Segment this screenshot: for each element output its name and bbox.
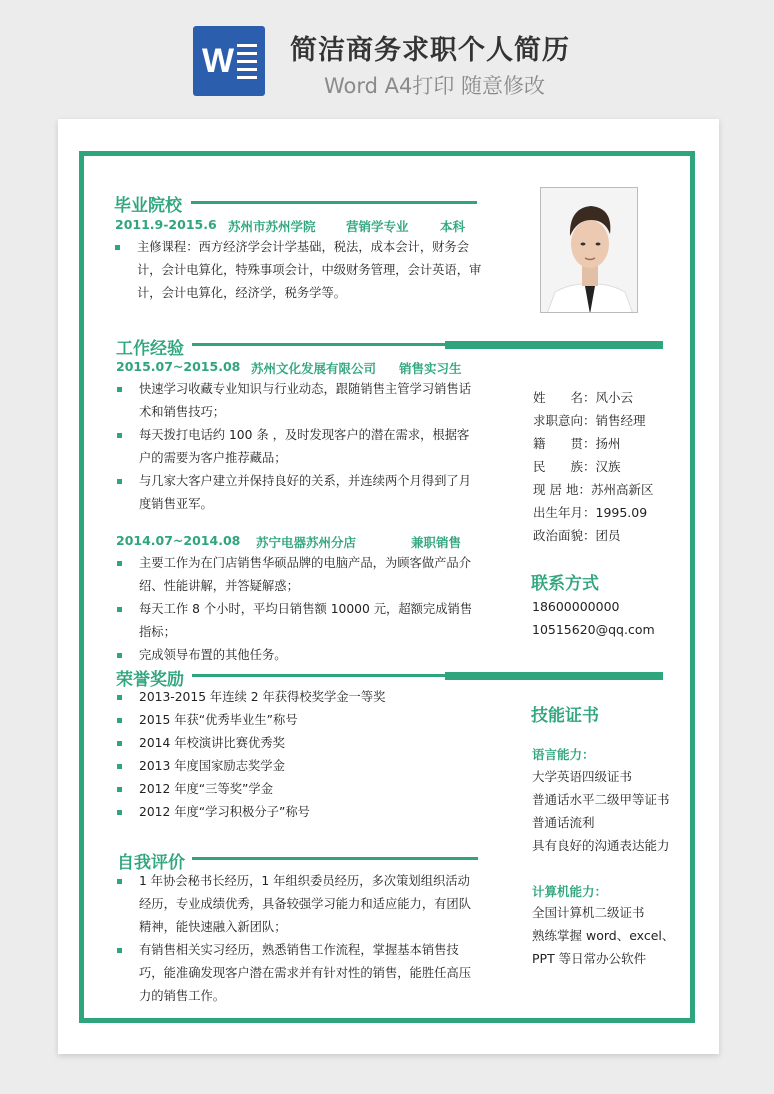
language-list: [532, 765, 670, 857]
skills-title: 技能证书: [531, 706, 599, 726]
computer-list: [532, 901, 674, 970]
education-meta: [0, 217, 774, 235]
list-item: 普通话流利: [532, 815, 595, 830]
self-eval-list: [114, 870, 478, 1008]
page-subtitle: Word A4打印 随意修改: [324, 74, 546, 98]
contact-phone: 18600000000: [532, 599, 620, 614]
job-1-period: 2015.07~2015.08: [116, 359, 241, 374]
job-1-meta: [0, 359, 774, 377]
profile-hometown: 籍 贯：扬州: [533, 436, 621, 451]
computer-title: 计算机能力：: [532, 884, 608, 899]
work-rule: [192, 343, 446, 346]
list-item: 主修课程：西方经济学会计学基础，税法，成本会计，财务会计，会计电算化，特殊事项会计，中级财务管理，会计英语，审计，会计电算化，经济学，税务学等。: [112, 236, 482, 305]
list-item: 2012 年度“三等奖”学金: [114, 778, 478, 801]
job-2-meta: [0, 533, 774, 551]
portrait-icon: [541, 188, 638, 313]
page-title: 简洁商务求职个人简历: [290, 35, 570, 66]
contact-email: 10515620@qq.com: [532, 622, 655, 637]
list-item: 有销售相关实习经历，熟悉销售工作流程，掌握基本销售技巧，能准确发现客户潜在需求并有针对性的销售，能胜任高压力的销售工作。: [114, 939, 478, 1008]
education-major: 营销学专业: [346, 219, 409, 234]
word-logo-letter: W: [202, 42, 235, 80]
list-item: 主要工作为在门店销售华硕品牌的电脑产品，为顾客做产品介绍、性能讲解，并答疑解惑；: [114, 552, 478, 598]
list-item: 大学英语四级证书: [532, 769, 633, 784]
portrait-photo: [540, 187, 638, 313]
profile-ethnicity: 民 族：汉族: [533, 459, 621, 474]
language-title: 语言能力：: [532, 747, 595, 762]
education-degree: 本科: [440, 219, 466, 234]
job-1-company: 苏州文化发展有限公司: [251, 361, 377, 376]
list-item: 2014 年校演讲比赛优秀奖: [114, 732, 478, 755]
page-header: [0, 0, 774, 110]
list-item: 每天工作 8 个小时，平均日销售额 10000 元，超额完成销售指标；: [114, 598, 478, 644]
list-item: 1 年协会秘书长经历，1 年组织委员经历，多次策划组织活动经历，专业成绩优秀，具备较强学习能力和适应能力，有团队精神，能快速融入新团队；: [114, 870, 478, 939]
list-item: 2013 年度国家励志奖学金: [114, 755, 478, 778]
profile-residence: 现 居 地：苏州高新区: [533, 482, 654, 497]
education-period: 2011.9-2015.6: [115, 217, 217, 232]
contact-title: 联系方式: [531, 574, 599, 594]
work-rule-thick: [445, 341, 663, 349]
list-item: 与几家大客户建立并保持良好的关系，并连续两个月得到了月度销售亚军。: [114, 470, 478, 516]
word-icon: [193, 26, 265, 96]
awards-list: [114, 686, 478, 824]
list-item: 完成领导布置的其他任务。: [114, 644, 478, 667]
profile-intent: 求职意向：销售经理: [533, 413, 646, 428]
awards-rule-thick: [445, 672, 663, 680]
education-title: 毕业院校: [114, 196, 182, 216]
job-2-list: [114, 552, 478, 667]
education-rule: [191, 201, 477, 204]
job-1-list: [114, 378, 478, 516]
profile-birth: 出生年月：1995.09: [533, 505, 648, 520]
list-item: 普通话水平二级甲等证书: [532, 792, 670, 807]
profile-political: 政治面貌：团员: [533, 528, 621, 543]
list-item: 每天拨打电话约 100 条 ，及时发现客户的潜在需求，根据客户的需要为客户推荐藏品；: [114, 424, 478, 470]
self-eval-title: 自我评价: [117, 853, 185, 873]
job-1-position: 销售实习生: [399, 361, 462, 376]
awards-rule: [192, 674, 446, 677]
list-item: 熟练掌握 word、excel、: [532, 928, 675, 943]
job-2-position: 兼职销售: [411, 535, 462, 550]
contact-list: [532, 595, 655, 641]
list-item: 2012 年度“学习积极分子”称号: [114, 801, 478, 824]
word-logo-lines: [237, 44, 257, 84]
list-item: PPT 等日常办公软件: [532, 951, 647, 966]
profile-name: 姓 名：风小云: [533, 390, 634, 405]
job-2-company: 苏宁电器苏州分店: [256, 535, 357, 550]
profile-fields: [533, 386, 653, 547]
list-item: 2013-2015 年连续 2 年获得校奖学金一等奖: [114, 686, 478, 709]
list-item: 2015 年获“优秀毕业生”称号: [114, 709, 478, 732]
self-eval-rule: [192, 857, 478, 860]
awards-title: 荣誉奖励: [116, 670, 184, 690]
education-list: [112, 236, 482, 305]
list-item: 全国计算机二级证书: [532, 905, 645, 920]
work-title: 工作经验: [116, 339, 184, 359]
job-2-period: 2014.07~2014.08: [116, 533, 241, 548]
list-item: 具有良好的沟通表达能力: [532, 838, 670, 853]
list-item: 快速学习收藏专业知识与行业动态，跟随销售主管学习销售话术和销售技巧；: [114, 378, 478, 424]
education-school: 苏州市苏州学院: [228, 219, 316, 234]
